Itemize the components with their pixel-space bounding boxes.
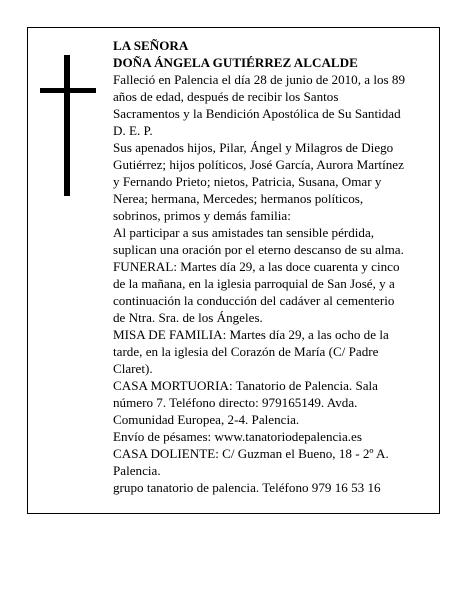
prayer-request: Al participar a sus amistades tan sensible pérdida, suplican una oración por el eterno descanso de su alma. xyxy=(113,225,404,257)
funeral-info: FUNERAL: Martes día 29, a las doce cuarenta y cinco de la mañana, en la iglesia parroquial de San José, y a continuación la conducción del cadáver al cementerio de Ntra. Sra. de los Ángeles. xyxy=(113,259,400,325)
cross-icon xyxy=(40,55,96,196)
condolences-info: Envío de pésames: www.tanatoriodepalencia.es xyxy=(113,429,362,444)
death-announcement: Falleció en Palencia el día 28 de junio de 2010, a los 89 años de edad, después de recibir los Santos Sacramentos y la Bendición Apostólica de Su Santidad xyxy=(113,72,405,121)
notice-heading: LA SEÑORA xyxy=(113,38,189,53)
deceased-name: DOÑA ÁNGELA GUTIÉRREZ ALCALDE xyxy=(113,55,358,70)
funeral-home-contact: grupo tanatorio de palencia. Teléfono 979 16 53 16 xyxy=(113,480,381,495)
family-mass-info: MISA DE FAMILIA: Martes día 29, a las ocho de la tarde, en la iglesia del Corazón de María (C/ Padre Claret). xyxy=(113,327,389,376)
obituary-text xyxy=(113,37,408,496)
rip-line: D. E. P. xyxy=(113,123,153,138)
mortuary-info: CASA MORTUORIA: Tanatorio de Palencia. Sala número 7. Teléfono directo: 979165149. Avda. Comunidad Europea, 2-4. Palencia. xyxy=(113,378,378,427)
mourning-home-info: CASA DOLIENTE: C/ Guzman el Bueno, 18 - 2º A. Palencia. xyxy=(113,446,389,478)
family-list: Sus apenados hijos, Pilar, Ángel y Milagros de Diego Gutiérrez; hijos políticos, José García, Aurora Martínez y Fernando Prieto; nietos, Patricia, Susana, Omar y Nerea; hermana, Mercedes; hermanos políticos, sobrinos, primos y demás familia: xyxy=(113,140,404,223)
